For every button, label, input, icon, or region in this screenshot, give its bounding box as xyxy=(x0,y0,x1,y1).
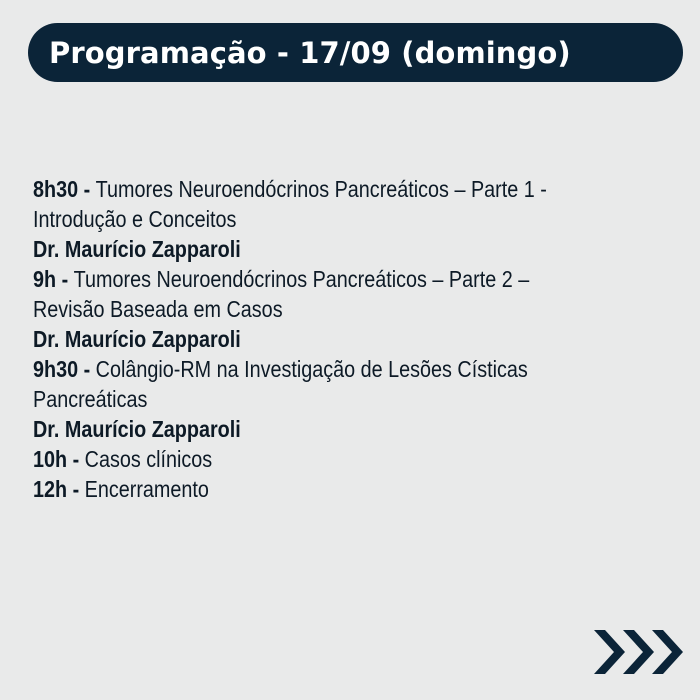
schedule-item xyxy=(33,264,583,294)
schedule-time: 9h - xyxy=(33,266,74,292)
schedule-item xyxy=(33,174,583,204)
chevron-right-icon xyxy=(623,630,654,674)
schedule-time: 12h - xyxy=(33,476,85,502)
page-title: Programação - 17/09 (domingo) xyxy=(49,35,571,70)
chevron-right-icon xyxy=(652,630,683,674)
title-banner xyxy=(28,23,683,82)
schedule-item xyxy=(33,354,583,384)
schedule-time: 9h30 - xyxy=(33,356,96,382)
schedule-item xyxy=(33,444,583,474)
triple-chevron-right-icon[interactable] xyxy=(592,628,686,676)
schedule-talk-title: Casos clínicos xyxy=(84,446,213,472)
schedule-time: 8h30 - xyxy=(33,176,96,202)
schedule-speaker: Dr. Maurício Zapparoli xyxy=(33,236,241,262)
schedule-talk-title-continued: Introdução e Conceitos xyxy=(33,206,237,232)
schedule-talk-title-continued: Pancreáticas xyxy=(33,386,148,412)
schedule-list xyxy=(33,174,583,504)
schedule-speaker: Dr. Maurício Zapparoli xyxy=(33,416,241,442)
chevron-right-icon xyxy=(594,630,625,674)
schedule-talk-title: Tumores Neuroendócrinos Pancreáticos – Parte 1 - xyxy=(95,176,547,202)
schedule-talk-title-continued: Revisão Baseada em Casos xyxy=(33,296,283,322)
schedule-speaker: Dr. Maurício Zapparoli xyxy=(33,326,241,352)
schedule-talk-title: Colângio-RM na Investigação de Lesões Císticas xyxy=(95,356,528,382)
schedule-talk-title: Encerramento xyxy=(84,476,209,502)
schedule-talk-title: Tumores Neuroendócrinos Pancreáticos – Parte 2 – xyxy=(73,266,530,292)
schedule-item xyxy=(33,474,583,504)
schedule-time: 10h - xyxy=(33,446,85,472)
